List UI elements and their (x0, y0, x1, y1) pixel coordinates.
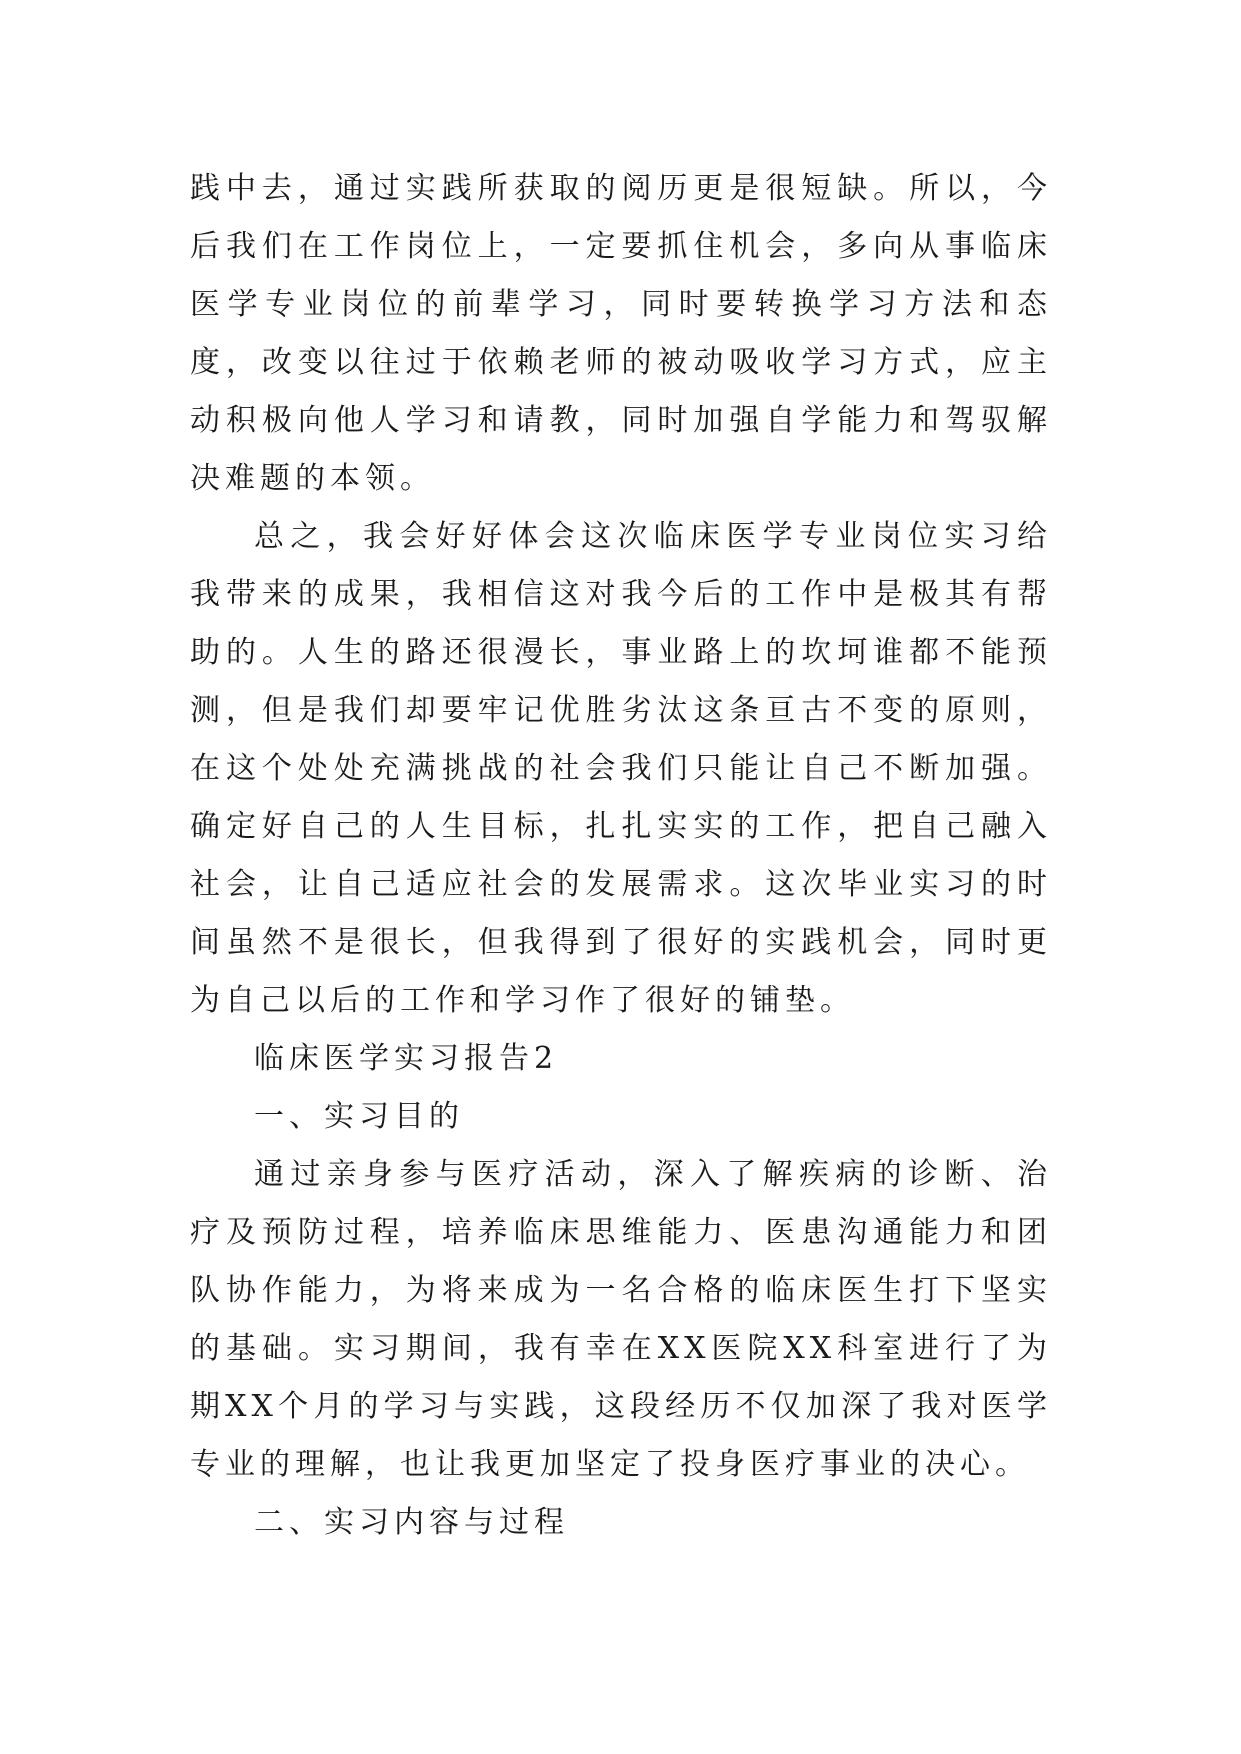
conclusion-paragraph: 总之，我会好好体会这次临床医学专业岗位实习给我带来的成果，我相信这对我今后的工作中是极其有帮助的。人生的路还很漫长，事业路上的坎坷谁都不能预测，但是我们却要牢记优胜劣汰这条亘古不变的原则，在这个处处充满挑战的社会我们只能让自己不断加强。确定好自己的人生目标，扎扎实实的工作，把自己融入社会，让自己适应社会的发展需求。这次毕业实习的时间虽然不是很长，但我得到了很好的实践机会，同时更为自己以后的工作和学习作了很好的铺垫。 (190, 519, 1052, 1018)
document-body (190, 160, 1052, 1552)
continuation-paragraph: 践中去，通过实践所获取的阅历更是很短缺。所以，今后我们在工作岗位上，一定要抓住机会，多向从事临床医学专业岗位的前辈学习，同时要转换学习方法和态度，改变以往过于依赖老师的被动吸收学习方式，应主动积极向他人学习和请教，同时加强自学能力和驾驭解决难题的本领。 (190, 171, 1052, 496)
section-2-heading: 二、实习内容与过程 (254, 1505, 569, 1540)
section-1-heading: 一、实习目的 (254, 1099, 464, 1134)
section-1-paragraph: 通过亲身参与医疗活动，深入了解疾病的诊断、治疗及预防过程，培养临床思维能力、医患沟通能力和团队协作能力，为将来成为一名合格的临床医生打下坚实的基础。实习期间，我有幸在XX医院XX科室进行了为期XX个月的学习与实践，这段经历不仅加深了我对医学专业的理解，也让我更加坚定了投身医疗事业的决心。 (190, 1157, 1052, 1482)
report-title: 临床医学实习报告2 (254, 1041, 559, 1076)
